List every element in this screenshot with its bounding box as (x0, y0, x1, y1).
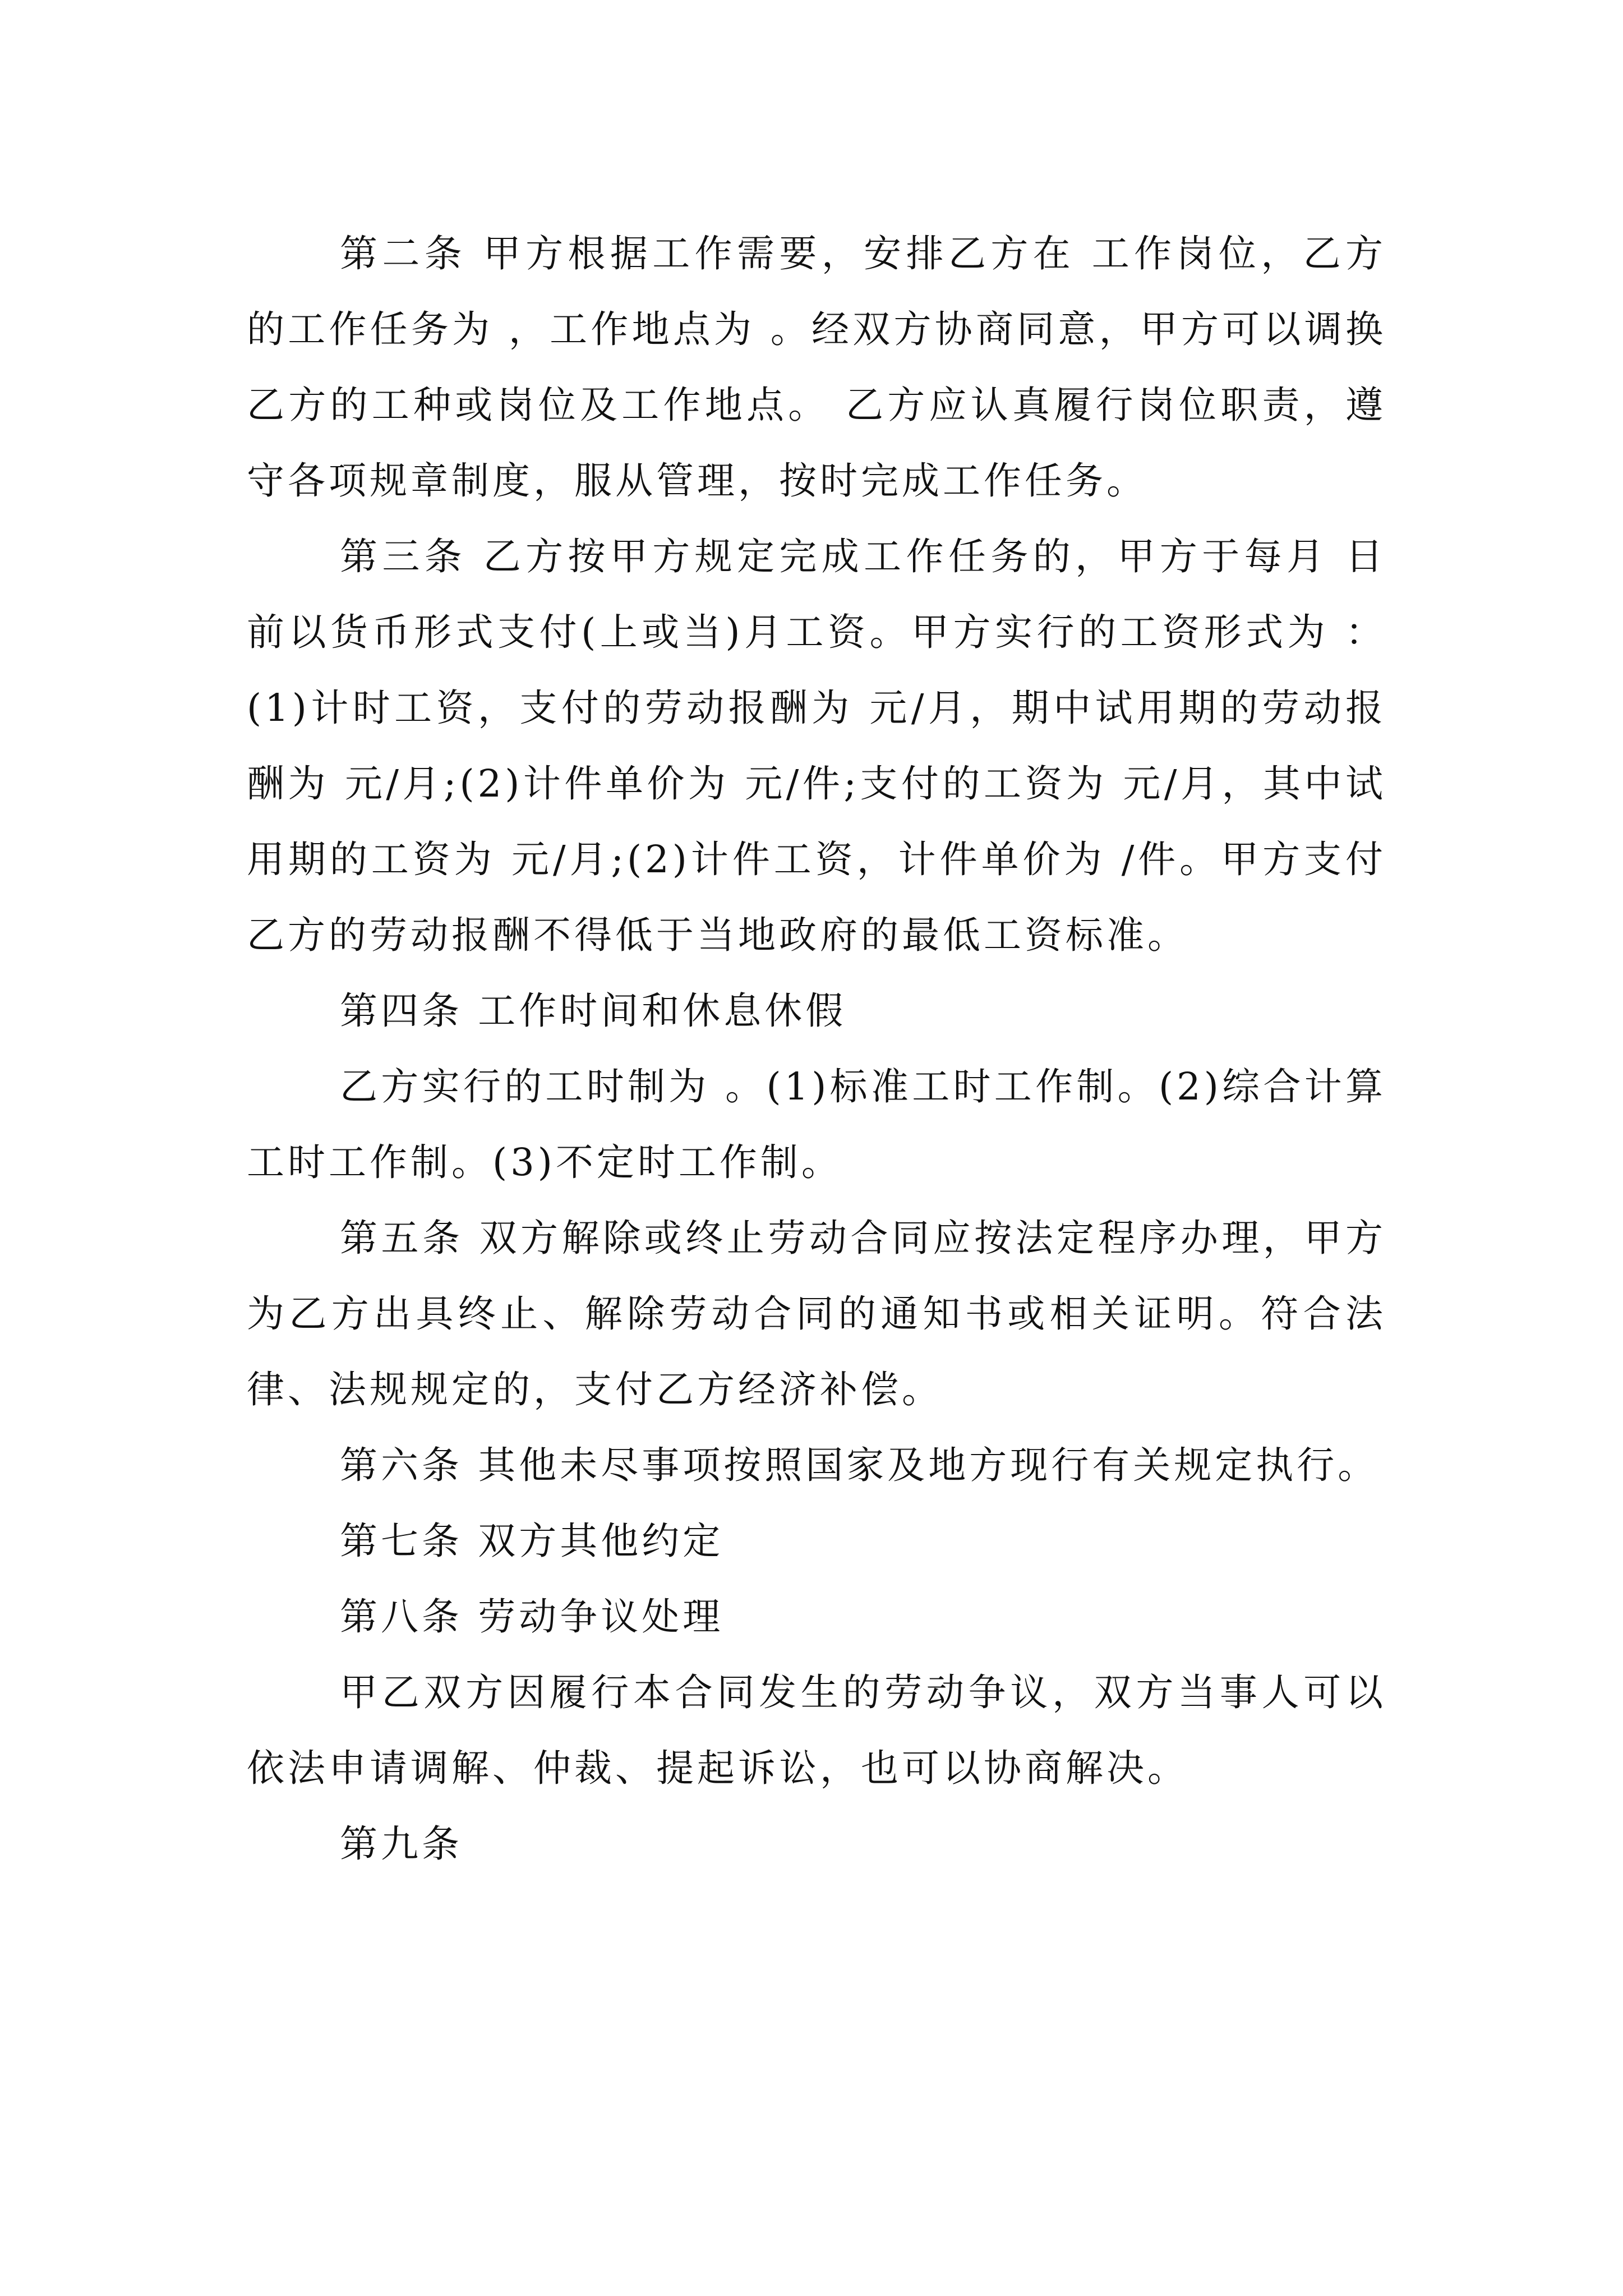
article-5-paragraph: 第五条 双方解除或终止劳动合同应按法定程序办理，甲方为乙方出具终止、解除劳动合同的通知书或相关证明。符合法律、法规规定的，支付乙方经济补偿。 (247, 1216, 1386, 1411)
article-9-heading: 第九条 (340, 1822, 463, 1866)
article-6-paragraph: 第六条 其他未尽事项按照国家及地方现行有关规定执行。 (340, 1443, 1379, 1487)
article-3-paragraph: 第三条 乙方按甲方规定完成工作任务的，甲方于每月 日前以货币形式支付(上或当)月工资。甲方实行的工资形式为 ：(1)计时工资，支付的劳动报酬为 元/月，期中试用期的劳动报酬为 元/月;(2)计件单价为 元/件;支付的工资为 元/月，其中试用期的工资为 元/月;(2)计件工资，计件单价为 /件。甲方支付乙方的劳动报酬不得低于当地政府的最低工资标准。 (247, 535, 1386, 957)
dispute-resolution-paragraph: 甲乙双方因履行本合同发生的劳动争议，双方当事人可以依法申请调解、仲裁、提起诉讼，也可以协商解决。 (247, 1671, 1386, 1790)
article-4-heading: 第四条 工作时间和休息休假 (340, 989, 847, 1033)
article-7-heading: 第七条 双方其他约定 (340, 1519, 724, 1563)
article-2-paragraph: 第二条 甲方根据工作需要，安排乙方在 工作岗位，乙方的工作任务为 ，工作地点为 。经双方协商同意，甲方可以调换乙方的工种或岗位及工作地点。 乙方应认真履行岗位职责，遵守各项规章制度，服从管理，按时完成工作任务。 (247, 232, 1386, 503)
contract-body (247, 216, 1386, 1882)
working-hours-paragraph: 乙方实行的工时制为 。(1)标准工时工作制。(2)综合计算工时工作制。(3)不定时工作制。 (247, 1065, 1386, 1184)
article-8-heading: 第八条 劳动争议处理 (340, 1595, 724, 1639)
